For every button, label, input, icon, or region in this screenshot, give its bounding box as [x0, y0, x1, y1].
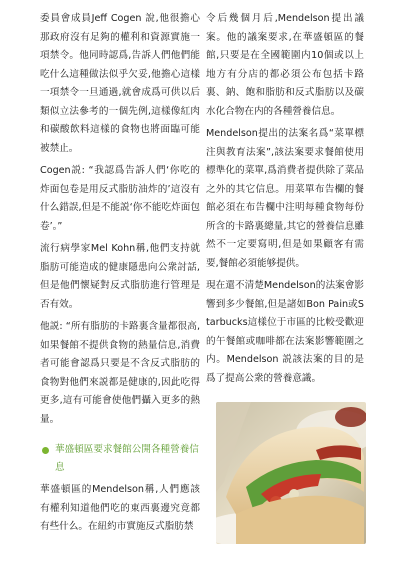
food-photo [216, 402, 366, 544]
left-column [40, 10, 200, 541]
section-heading-text: 華盛頓區要求餐館公開各種營養信息 [55, 444, 199, 473]
paragraph-kohn: 流行病學家Mel Kohn稱,他們支持就脂肪可能造成的健康隱患向公衆討話,但是他們懷疑對反式脂肪進行管理是否有效。 [40, 243, 200, 310]
paragraph-mendelson-intro: 華盛頓區的Mendelson稱,人們應該有權利知道他們吃的東西裏邊究竟都有些什么。在紐約市實施反式脂肪禁 [40, 484, 200, 532]
paragraph-cogen-concern: 委員會成員Jeff Cogen 說,他很擔心那政府沒有足夠的權利和資源實施一項禁令。他同時認爲,告訴人們他們能吃什么這種做法似乎欠妥,他擔心這樣一項禁令一旦通過,就會成爲可供以后類似立法參考的一個先例,這樣像紅肉和碳酸飲料這樣的食物也將面臨可能被禁止。 [40, 13, 200, 154]
paragraph-menu-act: Mendelson提出的法案名爲“菜單標注與教育法案”,該法案要求餐館使用標準化的菜單,爲消費者提供除了菜品之外的其它信息。用菜單布告欄的餐館必須在布告欄中注明每種食物每份所含的卡路裏總量,其它的營養信息雖然不一定要寫明,但是如果顧客有需要,餐館必須能够提供。 [206, 128, 364, 269]
right-column [206, 10, 364, 392]
paragraph-mendelson-bill: 令后幾個月后,Mendelson提出議案。他的議案要求,在華盛頓區的餐館,只要是在全國範圍内10個或以上地方有分店的都必須公布包括卡路裏、鈉、飽和脂肪和反式脂肪以及碳水化合物在内的各種營養信息。 [206, 13, 364, 117]
bullet-icon [42, 447, 49, 454]
paragraph-kohn-quote: 他説: “所有脂肪的卡路裏含量都很高,如果餐館不提供食物的熱量信息,消費者可能會認爲只要是不含反式脂肪的食物對他們來説都是健康的,因此吃得更多,這有可能會使他們攝入更多的熱量。 [40, 321, 200, 425]
section-heading [40, 441, 200, 477]
paragraph-scope: 現在還不清楚Mendelson的法案會影響到多少餐館,但是諸如Bon Pain或Starbucks這樣位于市區的比較受歡迎的午餐館或咖啡都在法案影響範圍之内。Mendelson 説該法案的目的是爲了提高公衆的營養意識。 [206, 280, 364, 384]
paragraph-cogen-quote: Cogen説: “我認爲告訴人們‘你吃的炸面包卷是用反式脂肪油炸的’這沒有什么錯誤,但是不能説‘你不能吃炸面包卷’。” [40, 165, 200, 232]
